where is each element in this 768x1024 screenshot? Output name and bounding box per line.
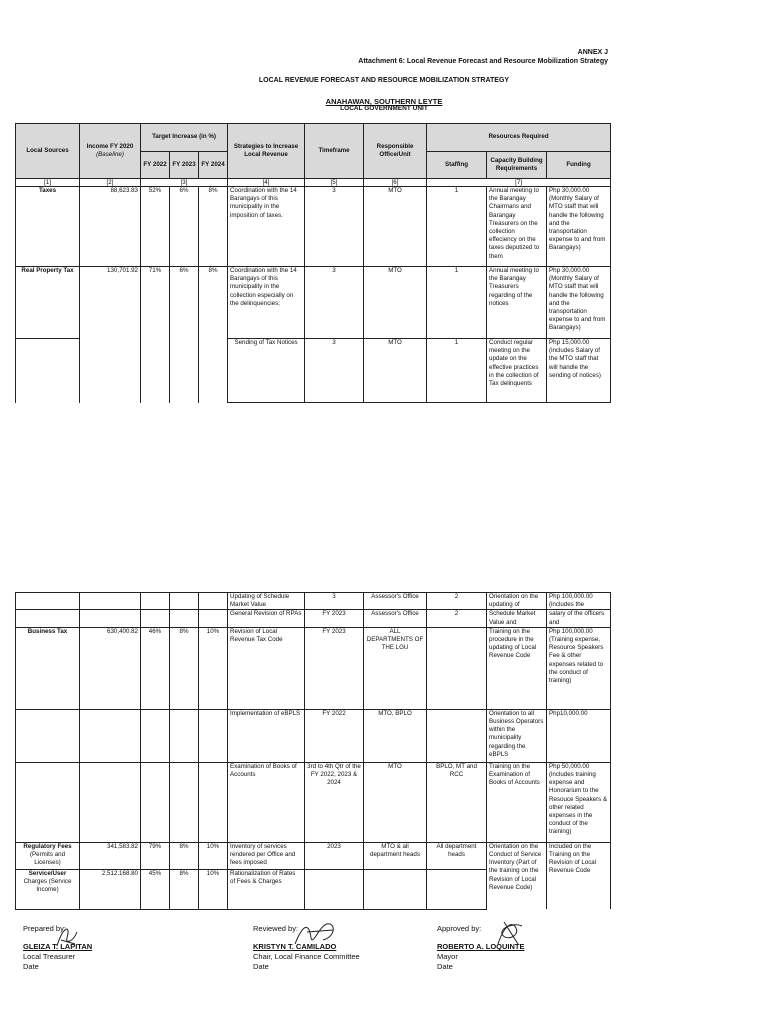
- cell-fy2024: 10%: [199, 627, 228, 709]
- prepared-name: GLEIZA T. LAPITAN: [23, 942, 93, 951]
- cell-fy2024: [199, 709, 228, 762]
- cell-fy2022: 45%: [141, 869, 170, 909]
- cell-timeframe: 3: [305, 267, 364, 339]
- cell-fy2023: [170, 593, 199, 610]
- cell-strategy: Implementation of eBPLS: [228, 709, 305, 762]
- reviewed-label: Reviewed by:: [253, 924, 299, 933]
- table-row: [16, 610, 611, 627]
- approved-name: ROBERTO A. LOQUINTE: [437, 942, 525, 951]
- cell-office: MTO: [364, 187, 427, 267]
- attachment-label: Attachment 6: Local Revenue Forecast and Resource Mobilization Strategy: [358, 58, 608, 65]
- col-number: [3]: [141, 179, 228, 187]
- cell-office: MTO: [364, 762, 427, 842]
- cell-fy2024: 8%: [199, 267, 228, 339]
- cell-timeframe: 3: [305, 339, 364, 403]
- cell-strategy: Coordination with the 14 Barangays of this municipality in the collection especially on the delinquencies;: [228, 267, 305, 339]
- cell-capacity: Conduct regular meeting on the update on the effective practices in the collection of Tax delinquents: [487, 339, 547, 403]
- cell-fy2024: 10%: [199, 869, 228, 909]
- cell-income: [80, 610, 141, 627]
- header-timeframe: Timeframe: [305, 124, 364, 179]
- cell-funding: salary of the officers and: [547, 610, 611, 627]
- cell-source-title: Regulatory Fees: [23, 842, 72, 850]
- header-baseline-label: (Baseline): [96, 151, 124, 158]
- cell-source: Real Property Tax: [16, 267, 80, 339]
- cell-staffing: [427, 627, 487, 709]
- cell-funding: Php 15,000.00 (includes Salary of the MTO staff that will handle the sending of notices): [547, 339, 611, 403]
- col-number: [1]: [16, 179, 80, 187]
- cell-timeframe: FY 2022: [305, 709, 364, 762]
- cell-fy2024: [199, 339, 228, 403]
- cell-capacity: Training on the procedure in the updating of Local Revenue Code: [487, 627, 547, 709]
- cell-timeframe: FY 2023: [305, 610, 364, 627]
- header-income: [80, 124, 141, 179]
- cell-income: [80, 709, 141, 762]
- cell-timeframe: [305, 869, 364, 909]
- cell-strategy: Rationalization of Rates of Fees & Charges: [228, 869, 305, 909]
- cell-fy2022: 52%: [141, 187, 170, 267]
- cell-staffing: [427, 709, 487, 762]
- cell-funding: Php10,000.00: [547, 709, 611, 762]
- cell-strategy: General Revision of RPAs: [228, 610, 305, 627]
- header-responsible-office: Responsible Office/Unit: [364, 124, 427, 179]
- cell-staffing: [427, 869, 487, 909]
- table-row: [16, 762, 611, 842]
- cell-source: [16, 762, 80, 842]
- cell-fy2024: [199, 593, 228, 610]
- cell-source-title: Service/User: [28, 869, 67, 877]
- cell-office: MTO: [364, 267, 427, 339]
- cell-capacity: Annual meeting to the Barangay Treasurers regarding of the notices: [487, 267, 547, 339]
- cell-source: [16, 869, 80, 909]
- table-row: [16, 593, 611, 610]
- cell-staffing: 2: [427, 610, 487, 627]
- prepared-position: Local Treasurer: [23, 952, 76, 961]
- cell-staffing: All department heads: [427, 842, 487, 869]
- signature-prepared: [23, 924, 92, 972]
- cell-income: 88,623.83: [80, 187, 141, 267]
- revenue-strategy-table-part1: [15, 123, 611, 403]
- approved-date: Date: [437, 962, 453, 971]
- cell-fy2023: [170, 762, 199, 842]
- cell-office: ALL DEPARTMENTS OF THE LGU: [364, 627, 427, 709]
- lgu-name: ANAHAWAN, SOUTHERN LEYTE: [325, 97, 443, 106]
- cell-source: [16, 339, 80, 403]
- cell-office: MTO: [364, 339, 427, 403]
- cell-office: MTO & all department heads: [364, 842, 427, 869]
- reviewed-name: KRISTYN T. CAMILADO: [253, 942, 337, 951]
- cell-timeframe: 2023: [305, 842, 364, 869]
- signature-mark-icon: [293, 918, 343, 950]
- cell-strategy: Updating of Schedule Market Value: [228, 593, 305, 610]
- signature-approved: [437, 924, 525, 972]
- cell-source: [16, 842, 80, 869]
- approved-position: Mayor: [437, 952, 458, 961]
- col-number: [5]: [305, 179, 364, 187]
- header-fy2023: FY 2023: [170, 152, 199, 179]
- header-funding: Funding: [547, 152, 611, 179]
- cell-fy2022: [141, 610, 170, 627]
- cell-strategy: Sending of Tax Notices: [228, 339, 305, 403]
- header-income-label: Income FY 2020: [86, 142, 134, 150]
- cell-funding: Included on the Training on the Revision of Local Revenue Code: [547, 842, 611, 909]
- signature-mark-icon: [53, 922, 83, 952]
- cell-office: MTO, BPLO: [364, 709, 427, 762]
- cell-timeframe: FY 2023: [305, 627, 364, 709]
- cell-fy2022: 46%: [141, 627, 170, 709]
- header-staffing: Staffing: [427, 152, 487, 179]
- cell-funding: Php 100,000.00 (includes the: [547, 593, 611, 610]
- cell-timeframe: 3: [305, 593, 364, 610]
- cell-income: 630,400.82: [80, 627, 141, 709]
- cell-timeframe: 3rd to 4th Qtr of the FY 2022, 2023 & 2024: [305, 762, 364, 842]
- reviewed-date: Date: [253, 962, 269, 971]
- cell-office: Assessor's Office: [364, 610, 427, 627]
- header-fy2022: FY 2022: [141, 152, 170, 179]
- col-number: [7]: [427, 179, 611, 187]
- cell-fy2023: 6%: [170, 267, 199, 339]
- prepared-label: Prepared by:: [23, 924, 66, 933]
- cell-staffing: 1: [427, 339, 487, 403]
- cell-fy2023: [170, 610, 199, 627]
- col-number: [6]: [364, 179, 427, 187]
- cell-staffing: 1: [427, 187, 487, 267]
- cell-income: [80, 593, 141, 610]
- cell-fy2022: [141, 339, 170, 403]
- cell-fy2024: [199, 610, 228, 627]
- cell-source-note: (Permits and Licenses): [29, 851, 66, 867]
- document-title: LOCAL REVENUE FORECAST AND RESOURCE MOBILIZATION STRATEGY: [258, 77, 510, 84]
- cell-capacity: Orientation on the updating of: [487, 593, 547, 610]
- table-row: [16, 709, 611, 762]
- cell-staffing: 2: [427, 593, 487, 610]
- cell-source: [16, 709, 80, 762]
- approved-label: Approved by:: [437, 924, 482, 933]
- cell-source-note: Charges (Service Income): [23, 878, 72, 894]
- cell-funding: Php 50,000.00 (includes training expense and Honorarium to the Resouce Speakers & other related expenses in the conduct of the training): [547, 762, 611, 842]
- cell-fy2023: 8%: [170, 842, 199, 869]
- cell-strategy: Coordination with the 14 Barangays of this municipality in the imposition of taxes.: [228, 187, 305, 267]
- signature-mark-icon: [492, 916, 526, 950]
- table-row: [16, 339, 611, 403]
- cell-funding: Php 30,000.00 (Monthly Salary of MTO staff that will handle the following and the transportation expense to and from Barangays): [547, 267, 611, 339]
- cell-fy2023: 6%: [170, 187, 199, 267]
- signature-reviewed: [253, 924, 360, 972]
- cell-fy2023: 8%: [170, 627, 199, 709]
- cell-source: Taxes: [16, 187, 80, 267]
- cell-capacity: Schedule Market Value and: [487, 610, 547, 627]
- cell-office: Assessor's Office: [364, 593, 427, 610]
- cell-office: [364, 869, 427, 909]
- cell-fy2022: 71%: [141, 267, 170, 339]
- prepared-date: Date: [23, 962, 39, 971]
- cell-source: [16, 610, 80, 627]
- cell-income: [80, 339, 141, 403]
- col-number: [4]: [228, 179, 305, 187]
- header-target-increase: Target Increase (in %): [141, 124, 228, 152]
- cell-strategy: Revision of Local Revenue Tax Code: [228, 627, 305, 709]
- lgu-label: LOCAL GOVERNMENT UNIT: [340, 105, 428, 112]
- reviewed-position: Chair, Local Finance Committee: [253, 952, 360, 961]
- col-number: [2]: [80, 179, 141, 187]
- cell-capacity: Training on the Examination of Books of Accounts: [487, 762, 547, 842]
- cell-staffing: 1: [427, 267, 487, 339]
- annex-label: ANNEX J: [577, 49, 608, 56]
- cell-funding: Php 30,000.00 (Monthly Salary of MTO staff that will handle the following and the transportation expense to and from Barangays): [547, 187, 611, 267]
- cell-timeframe: 3: [305, 187, 364, 267]
- table-row: [16, 627, 611, 709]
- cell-fy2024: 8%: [199, 187, 228, 267]
- cell-fy2022: [141, 709, 170, 762]
- header-strategies: Strategies to Increase Local Revenue: [228, 124, 305, 179]
- cell-capacity: Orientation on the Conduct of Service Inventory (Part of the training on the Revision of Local Revenue Code): [487, 842, 547, 909]
- cell-fy2022: [141, 593, 170, 610]
- cell-capacity: Orientation to all Business Operators within the municipality regarding the eBPLS: [487, 709, 547, 762]
- cell-source: Business Tax: [16, 627, 80, 709]
- table-row: [16, 187, 611, 267]
- cell-fy2022: 79%: [141, 842, 170, 869]
- cell-fy2022: [141, 762, 170, 842]
- header-local-sources: Local Sources: [16, 124, 80, 179]
- cell-fy2023: [170, 339, 199, 403]
- cell-source: [16, 593, 80, 610]
- cell-capacity: Annual meeting to the Barangay Chairmans and Barangay Treasurers on the collection effeciency on the taxes deputized to them: [487, 187, 547, 267]
- cell-income: 341,583.82: [80, 842, 141, 869]
- revenue-strategy-table-part2: [15, 592, 611, 910]
- table-row: [16, 267, 611, 339]
- annex-header: [358, 48, 608, 66]
- header-capacity-building: Capacity Building Requirements: [487, 152, 547, 179]
- cell-strategy: Examination of Books of Accounts: [228, 762, 305, 842]
- header-resources-required: Resources Required: [427, 124, 611, 152]
- cell-funding: Php 100,000.00 (Training expense, Resource Speakers Fee & other expenses related to the conduct of training): [547, 627, 611, 709]
- cell-income: 130,701.92: [80, 267, 141, 339]
- cell-staffing: BPLO, MT and RCC: [427, 762, 487, 842]
- cell-income: [80, 762, 141, 842]
- cell-fy2024: [199, 762, 228, 842]
- cell-fy2023: 8%: [170, 869, 199, 909]
- table-row: [16, 842, 611, 869]
- cell-fy2023: [170, 709, 199, 762]
- cell-income: 2,512,168.80: [80, 869, 141, 909]
- cell-strategy: Inventory of services rendered per Office and fees imposed: [228, 842, 305, 869]
- cell-fy2024: 10%: [199, 842, 228, 869]
- header-fy2024: FY 2024: [199, 152, 228, 179]
